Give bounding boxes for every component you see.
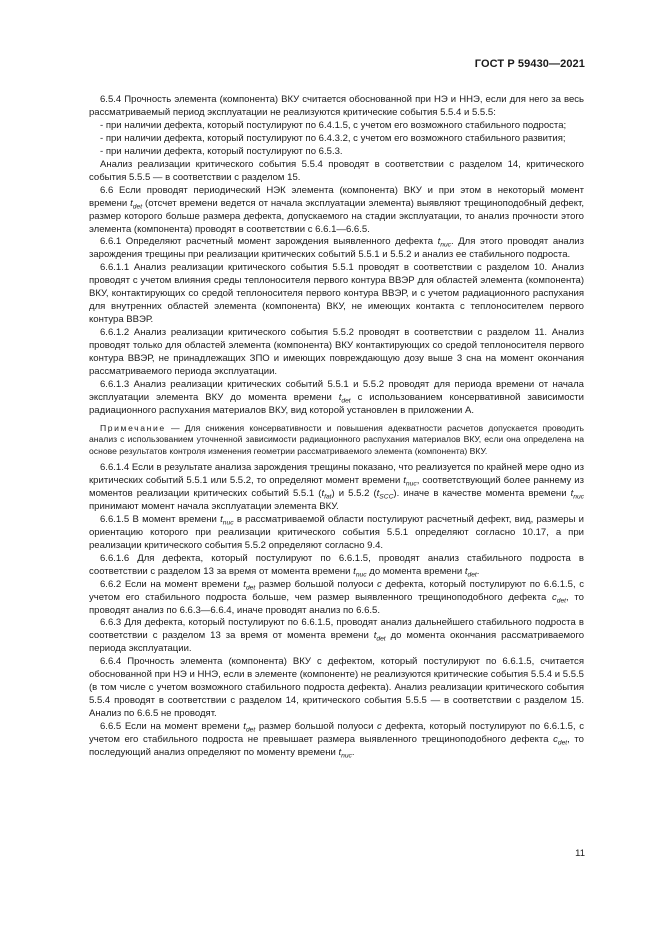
math-subscript: det xyxy=(341,397,351,405)
list-item: - при наличии дефекта, который постулируют по 6.5.3. xyxy=(100,145,343,157)
math-symbol: t xyxy=(220,513,223,525)
paragraph-6-6-2: 6.6.2 Если на момент времени $t_{det}$ размер большой полуоси c дефекта, который постулируют по 6.6.1.5, с учетом его стабильного подроста больше, чем размер выявленного трещиноподобного дефекта $c_{det}$, то проводят анализ по 6.6.3—6.6.4, иначе проводят анализ по 6.6.5. xyxy=(89,578,584,616)
paragraph-6-6-1-3: 6.6.1.3 Анализ реализации критических событий 5.5.1 и 5.5.2 проводят для периода времени от начала эксплуатации элемента ВКУ до момента времени $t_{det}$ с использованием консервативной зависимости радиационного распухания материалов ВКУ, вид которой установлен в приложении А. xyxy=(89,378,584,416)
paragraph-6-6-1-6: 6.6.1.6 Для дефекта, который постулируют по 6.6.1.5, проводят анализ стабильного подроста в соответствии с разделом 13 за время от момента времени $t_{nuc}$ до момента времени $t_{det}$. xyxy=(89,552,584,579)
math-symbol: t xyxy=(243,578,246,590)
math-subscript: det xyxy=(557,739,568,747)
math-symbol: t xyxy=(321,487,325,499)
list-item: - при наличии дефекта, который постулируют по 6.4.1.5, с учетом его возможного стабильного подроста; xyxy=(100,119,567,131)
math-subscript: det xyxy=(556,597,567,605)
math-symbol: c xyxy=(377,721,382,733)
math-symbol: t xyxy=(570,487,574,499)
math-subscript: det xyxy=(245,584,256,592)
paragraph-6-6: 6.6 Если проводят периодический НЭК элемента (компонента) ВКУ и при этом в некоторый момент времени $t_{det}$ (отсчет времени ведется от начала эксплуатации элемента) выявляют трещиноподобный дефект, размер которого больше размера дефекта, допускаемого на стадии эксплуатации, то анализ прочности этого элемента (компонента) проводят в соответствии с 6.6.1—6.6.5. xyxy=(89,184,584,235)
paragraph-6-6-1-1: 6.6.1.1 Анализ реализации критического события 5.5.1 проводят в соответствии с разделом 10. Анализ проводят с учетом влияния среды теплоносителя первого контура ВВЭР для областей элемента (компонента) ВКУ, контактирующих со средой теплоносителя первого контура ВВЭР, и с учетом радиационного распухания для внутренних областей элемента (компонента) ВКУ, не имеющих контакта с теплоносителем первого контура ВВЭР. xyxy=(89,262,584,326)
math-subscript: nuc xyxy=(573,493,585,501)
note-label: Примечание xyxy=(100,422,166,433)
math-symbol: t xyxy=(338,747,342,759)
math-symbol: t xyxy=(464,565,468,577)
math-subscript: det xyxy=(376,635,386,643)
math-symbol: c xyxy=(377,578,382,590)
paragraph-6-6-1-4: 6.6.1.4 Если в результате анализа зарождения трещины показано, что реализуется по крайней мере одно из критических событий 5.5.1 или 5.5.2, то определяют момент времени $t_{nuc}$, соответствующий более раннему из моментов реализации критических событий 5.5.1 $(t_{fat})$ и 5.5.2 $(t_{SCC})$. иначе в качестве момента времени $t_{nuc}$ принимают момент начала эксплуатации элемента ВКУ. xyxy=(89,462,585,512)
math-symbol: c xyxy=(553,734,558,746)
paragraph-6-5-4: 6.5.4 Прочность элемента (компонента) ВКУ считается обоснованной при НЭ и ННЭ, если для него за весь рассматриваемый период эксплуатации не реализуются критические события 5.5.4 и 5.5.5: xyxy=(89,94,584,118)
list-item: - при наличии дефекта, который постулируют по 6.4.3.2, с учетом его возможного стабильного развития; xyxy=(100,132,566,144)
paragraph-6-6-3: 6.6.3 Для дефекта, который постулируют по 6.6.1.5, проводят анализ дальнейшего стабильного подроста в соответствии с разделом 13 за время от момента времени $t_{det}$ до момента окончания рассматриваемого периода эксплуатации. xyxy=(89,617,585,655)
paragraph-6-6-1-2: 6.6.1.2 Анализ реализации критического события 5.5.2 проводят в соответствии с разделом 11. Анализ проводят только для областей элемента (компонента) ВКУ контактирующих со средой теплоносителя первого контура ВВЭР, не принадлежащих ЗПО и имеющих повреждающую дозу выше 3 сна на момент окончания рассматриваемого периода эксплуатации. xyxy=(89,327,584,378)
math-symbol: t xyxy=(403,475,406,486)
math-symbol: t xyxy=(373,630,377,642)
math-subscript: SCC xyxy=(379,493,394,501)
paragraph-6-6-4: 6.6.4 Прочность элемента (компонента) ВКУ с дефектом, который постулируют по 6.6.1.5, считается обоснованной при НЭ и ННЭ, если в элементе (компоненте) не реализуются критические события 5.5.4 и 5.5.5 (в том числе с учетом возможного стабильного подроста дефекта). Анализ реализации критического события 5.5.4 проводят в соответствии с разделом 14, критического события 5.5.5 — в соответствии с разделом 15. Анализ по 6.6.5 не проводят. xyxy=(89,656,584,720)
math-symbol: t xyxy=(353,565,356,577)
math-subscript: det xyxy=(467,571,477,579)
math-subscript: fat xyxy=(324,493,332,501)
note-paragraph: Примечание — Для снижения консервативности и повышения адекватности расчетов допускается проводить анализ с использованием уточненной зависимости радиационного распухания материалов ВКУ, если она определена на основе результатов контроля изменения геометрии рассматриваемого элемента (компонента) ВКУ. xyxy=(89,422,584,456)
math-symbol: t xyxy=(338,391,342,403)
page-number: 11 xyxy=(575,848,585,859)
math-subscript: det xyxy=(132,203,143,211)
paragraph-6-6-1-5: 6.6.1.5 В момент времени $t_{nuc}$ в рассматриваемой области постулируют расчетный дефект, вид, размеры и ориентацию которого при реализации критического события 5.5.1 определяют согласно 10.17, а при реализации критического события 5.5.2 определяют согласно 9.4. xyxy=(89,513,585,551)
math-subscript: nuc xyxy=(405,480,417,488)
math-symbol: t xyxy=(243,721,246,733)
math-subscript: nuc xyxy=(222,519,234,527)
math-symbol: t xyxy=(437,236,441,248)
standard-header: ГОСТ Р 59430—2021 xyxy=(474,58,585,70)
math-subscript: det xyxy=(245,726,256,734)
math-symbol: t xyxy=(130,197,133,209)
math-subscript: nuc xyxy=(355,571,367,579)
math-symbol: c xyxy=(551,591,557,603)
math-subscript: nuc xyxy=(440,241,451,249)
document-body xyxy=(89,94,584,760)
paragraph-6-6-1: 6.6.1 Определяют расчетный момент зарождения выявленного дефекта $t_{nuc}$. Для этого проводят анализ зарождения трещины при реализации критических событий 5.5.1 и 5.5.2 и анализ ее стабильного подроста. xyxy=(89,236,584,261)
paragraph-6-6-5: 6.6.5 Если на момент времени $t_{det}$ размер большой полуоси c дефекта, который постулируют по 6.6.1.5, с учетом его стабильного подроста не превышает размера выявленного трещиноподобного дефекта $c_{det}$, то последующий анализ определяют по моменту времени $t_{nuc}$. xyxy=(89,721,584,760)
math-subscript: nuc xyxy=(341,752,352,760)
paragraph-analysis: Анализ реализации критического события 5.5.4 проводят в соответствии с разделом 14, критического события 5.5.5 — в соответствии с разделом 15. xyxy=(89,158,584,183)
math-symbol: t xyxy=(376,487,380,499)
